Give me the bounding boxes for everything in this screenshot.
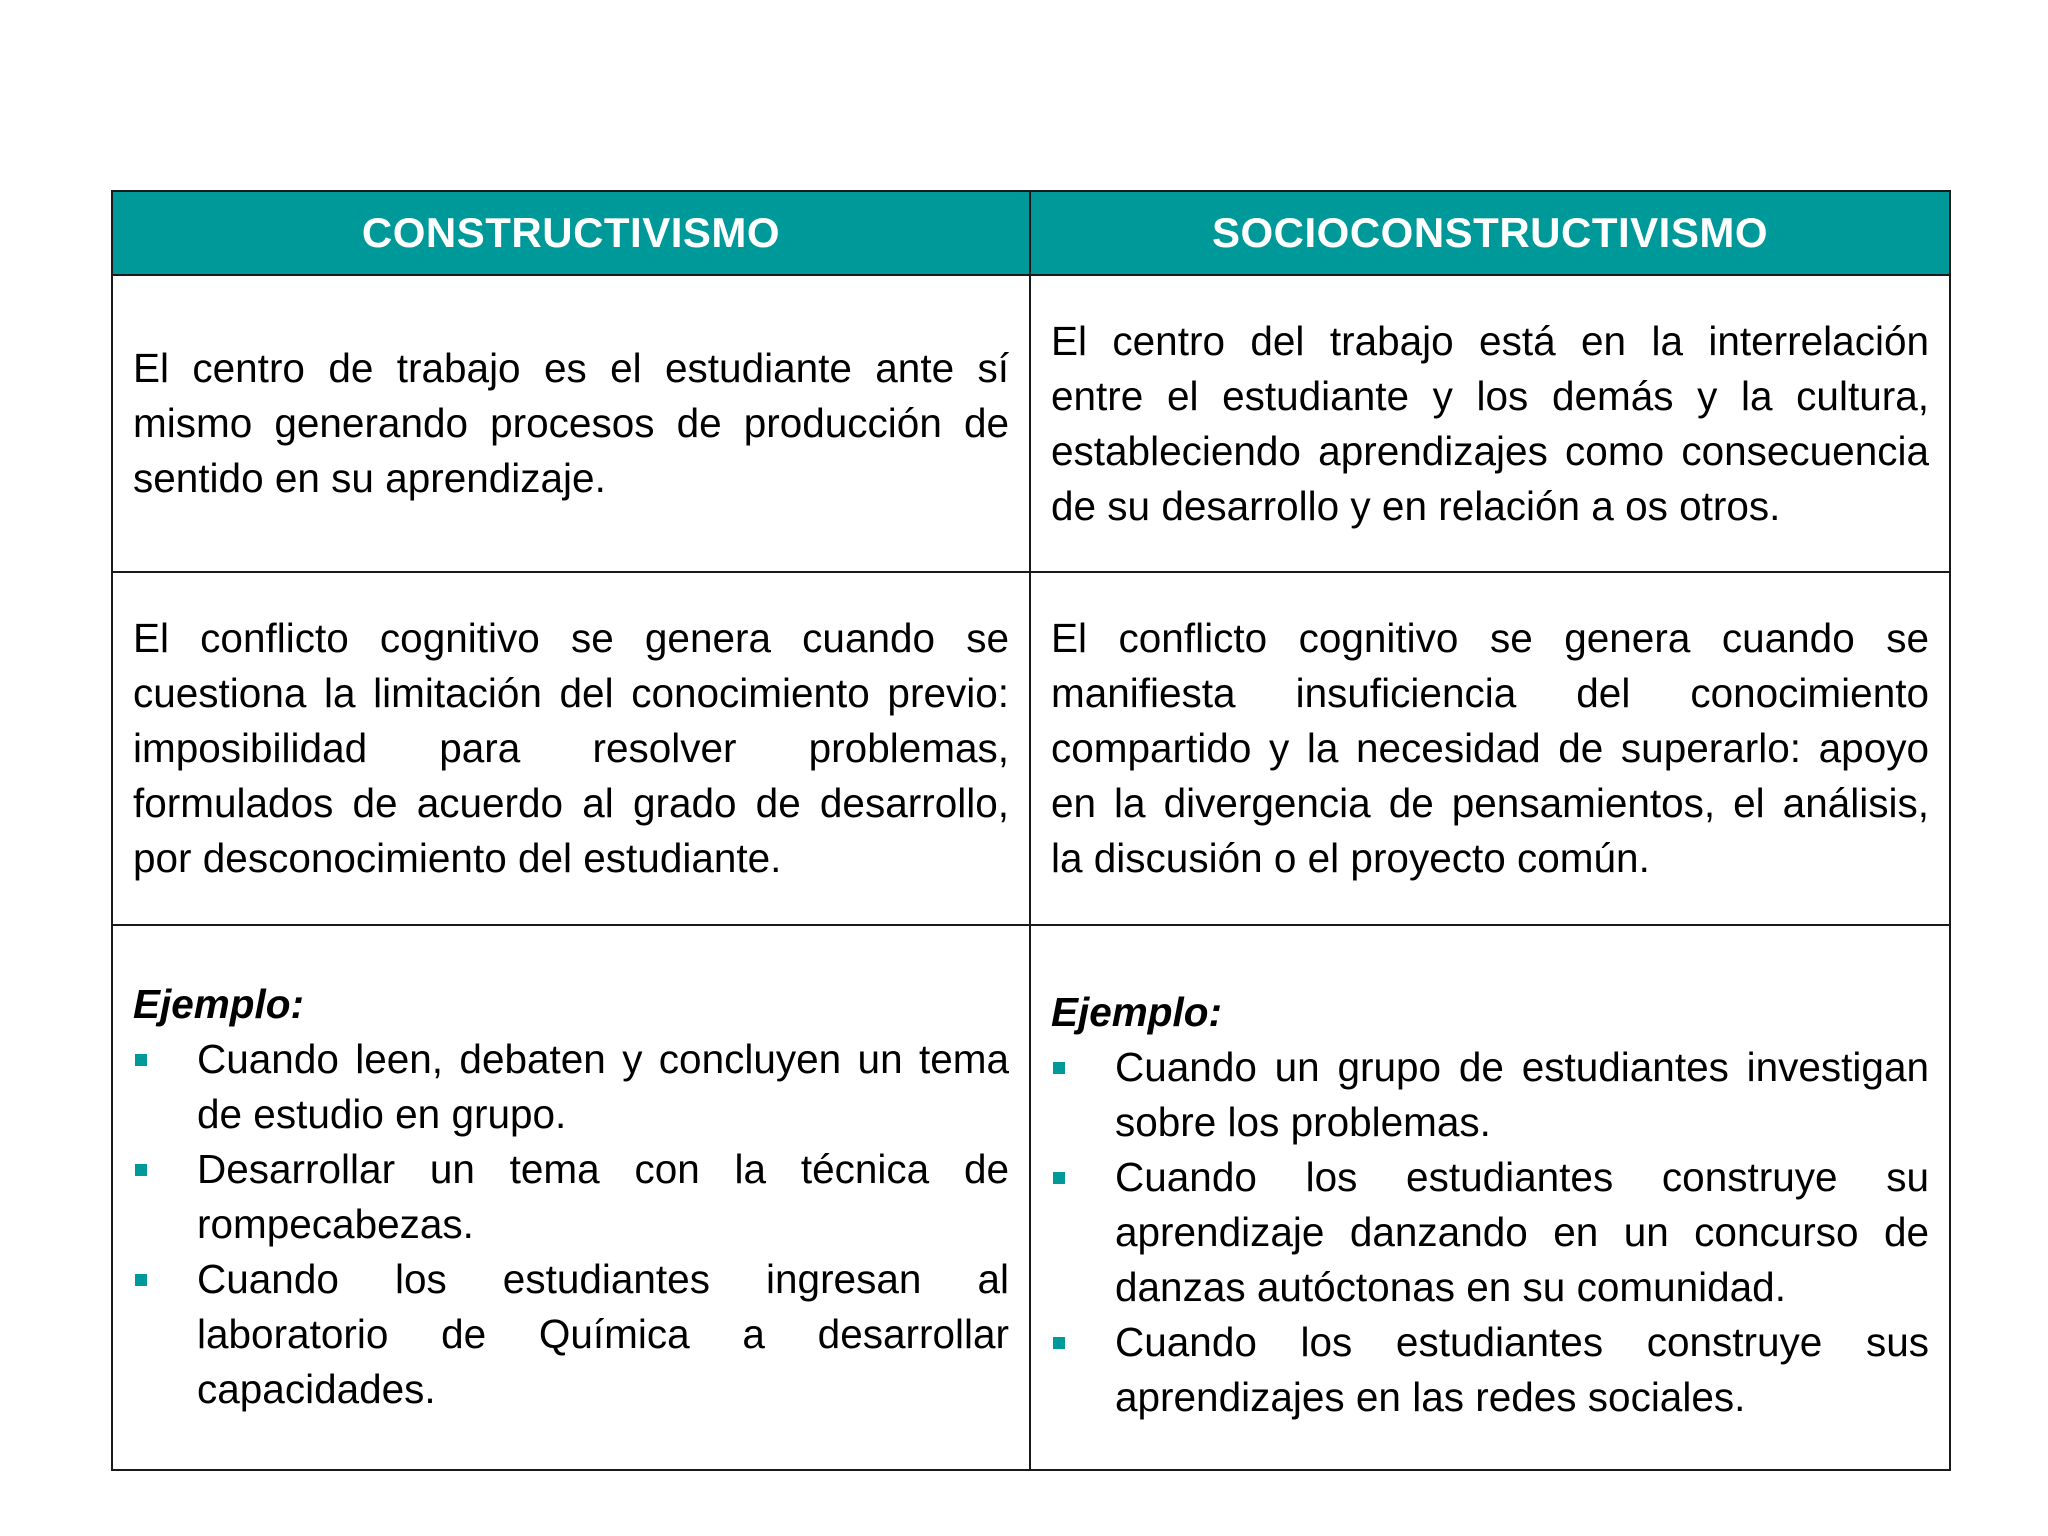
list-item	[1051, 1315, 1929, 1425]
list-item	[1051, 1040, 1929, 1150]
square-bullet-icon	[135, 1274, 147, 1286]
row1-left-text: El centro de trabajo es el estudiante ante sí mismo generando procesos de producción de sentido en su aprendizaje.	[133, 345, 1009, 501]
list-item-text: Cuando los estudiantes construye su aprendizaje danzando en un concurso de danzas autóctonas en su comunidad.	[1115, 1153, 1929, 1310]
list-item-text: Desarrollar un tema con la técnica de rompecabezas.	[197, 1145, 1009, 1247]
list-item	[133, 1032, 1009, 1142]
table-row	[112, 925, 1950, 1470]
list-item-text: Cuando los estudiantes construye sus aprendizajes en las redes sociales.	[1115, 1318, 1929, 1420]
header-constructivismo: CONSTRUCTIVISMO	[112, 191, 1030, 275]
example-right-label: Ejemplo:	[1051, 988, 1223, 1035]
table-row	[112, 572, 1950, 925]
list-item-text: Cuando leen, debaten y concluyen un tema de estudio en grupo.	[197, 1035, 1009, 1137]
square-bullet-icon	[1053, 1062, 1065, 1074]
row2-left-cell	[112, 572, 1030, 925]
row2-right-text: El conflicto cognitivo se genera cuando se manifiesta insuficiencia del conocimiento compartido y la necesidad de superarlo: apoyo en la divergencia de pensamientos, el análisis, la discusión o el proyecto común.	[1051, 615, 1929, 881]
row1-right-text: El centro del trabajo está en la interrelación entre el estudiante y los demás y la cultura, estableciendo aprendizajes como consecuencia de su desarrollo y en relación a os otros.	[1051, 317, 1929, 529]
list-item	[133, 1252, 1009, 1417]
list-item-text: Cuando un grupo de estudiantes investigan sobre los problemas.	[1115, 1043, 1929, 1145]
square-bullet-icon	[135, 1164, 147, 1176]
example-right-list	[1051, 1040, 1929, 1425]
comparison-table	[111, 190, 1951, 1471]
header-socioconstructivismo: SOCIOCONSTRUCTIVISMO	[1030, 191, 1950, 275]
square-bullet-icon	[1053, 1172, 1065, 1184]
square-bullet-icon	[1053, 1337, 1065, 1349]
list-item	[133, 1142, 1009, 1252]
square-bullet-icon	[135, 1054, 147, 1066]
row2-left-text: El conflicto cognitivo se genera cuando se cuestiona la limitación del conocimiento previo: imposibilidad para resolver problemas, formulados de acuerdo al grado de desarrollo, por desconocimiento del estudiante.	[133, 615, 1009, 881]
example-left-list	[133, 1032, 1009, 1417]
row2-right-cell	[1030, 572, 1950, 925]
example-right-cell	[1030, 925, 1950, 1470]
header-row	[112, 191, 1950, 275]
row1-left-cell	[112, 275, 1030, 572]
example-left-label: Ejemplo:	[133, 980, 305, 1027]
list-item-text: Cuando los estudiantes ingresan al laboratorio de Química a desarrollar capacidades.	[197, 1255, 1009, 1412]
row1-right-cell	[1030, 275, 1950, 572]
table-row	[112, 275, 1950, 572]
list-item	[1051, 1150, 1929, 1315]
example-left-cell	[112, 925, 1030, 1470]
